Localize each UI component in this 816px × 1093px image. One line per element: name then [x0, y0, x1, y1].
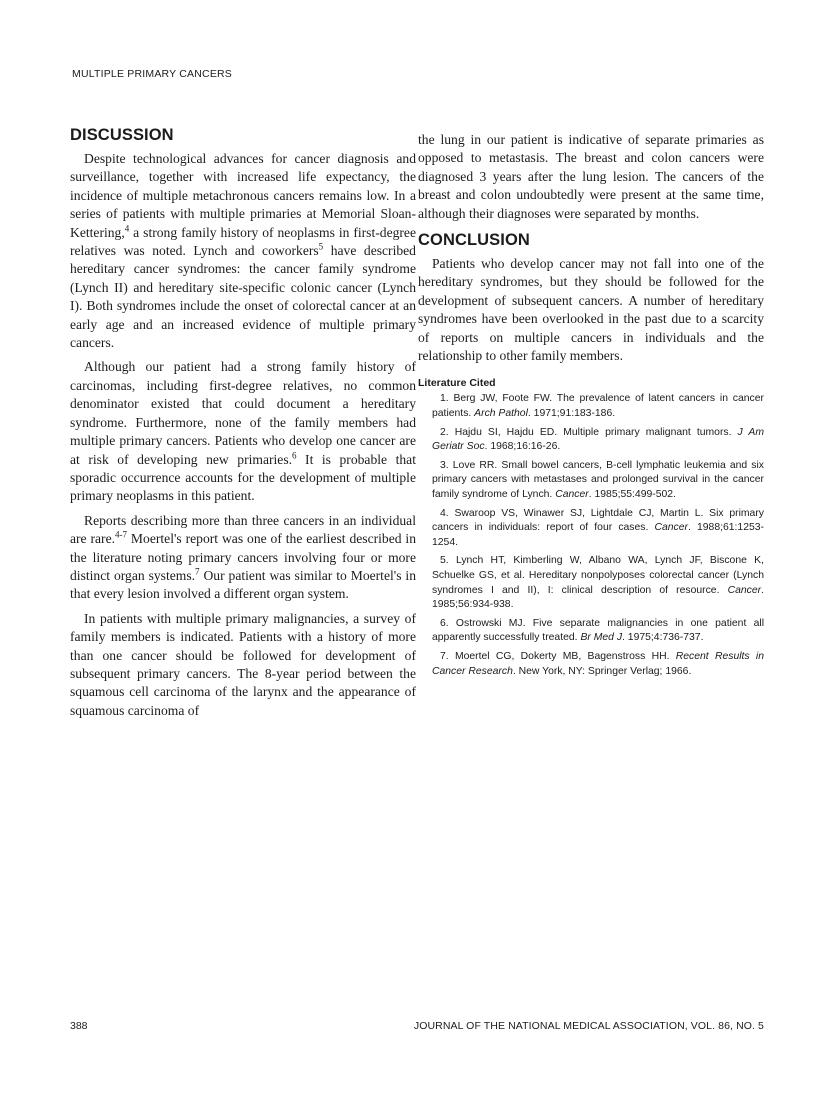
text-run: . 1971;91:183-186.: [527, 408, 616, 420]
reference-item: [418, 554, 764, 612]
citation-superscript: 6: [292, 449, 297, 460]
discussion-paragraph-1: [70, 150, 416, 352]
reference-item: [418, 650, 764, 679]
journal-title: Br Med J: [580, 632, 623, 644]
text-run: Despite technological advances for cancer diagnosis and surveillance, together with increased life expectancy, the incidence of multiple metachronous cancers remains low. In a series of patients with multiple primaries at Memorial Sloan-Kettering,: [70, 151, 416, 240]
journal-title: Cancer: [555, 489, 589, 501]
literature-cited: [418, 377, 764, 679]
text-run: . 1985;56:934-938.: [432, 584, 764, 611]
text-run: Our patient was similar to Moertel's in that every lesion involved a different organ system.: [70, 567, 416, 602]
citation-superscript: 5: [318, 241, 324, 252]
text-run: a strong family history of neoplasms in first-degree relatives was noted. Lynch and coworkers: [70, 224, 416, 259]
discussion-paragraph-3: [70, 512, 416, 604]
text-run: . 1975;4:736-737.: [622, 632, 704, 644]
text-run: It is probable that sporadic occurrence accounts for the development of multiple primary neoplasms in this patient.: [70, 451, 416, 504]
text-run: Although our patient had a strong family history of carcinomas, including first-degree relatives, no common denominator existed that could document a hereditary syndrome. Furthermore, none of the family members had multiple primary cancers. Patients who develop one cancer are at risk of developing new primaries.: [70, 359, 416, 467]
journal-title: Recent Results in Cancer Research: [432, 650, 764, 677]
citation-superscript: 4: [124, 223, 130, 234]
discussion-paragraph-4: In patients with multiple primary malignancies, a survey of family members is indicated. Patients with a history of more than one cancer should be followed for development of subsequent primary cancers. The 8-year period between the squamous cell carcinoma of the larynx and the appearance of squamous carcinoma of: [70, 610, 416, 718]
page-number: 388: [70, 1020, 88, 1032]
journal-title: Cancer: [727, 584, 762, 596]
discussion-heading: DISCUSSION: [70, 126, 174, 144]
text-run: have described hereditary cancer syndromes: the cancer family syndrome (Lynch II) and hereditary site-specific colonic cancer (Lynch I). Both syndromes include the onset of colorectal cancer at an early age and an increased evidence of multiple primary cancers.: [70, 243, 416, 351]
conclusion-paragraph: Patients who develop cancer may not fall into one of the hereditary syndromes, but they should be followed for the development of subsequent cancers. A number of hereditary syndromes have been overlooked in the past due to a scarcity of reports on multiple cancers in individuals and the relationship to other family members.: [418, 256, 764, 364]
journal-title: Arch Pathol: [474, 408, 528, 420]
text-run: 1. Berg JW, Foote FW. The prevalence of latent cancers in cancer patients.: [432, 393, 764, 420]
journal-title: J Am Geriatr Soc: [432, 426, 764, 453]
text-run: 2. Hajdu SI, Hajdu ED. Multiple primary malignant tumors.: [440, 426, 738, 438]
text-run: 4. Swaroop VS, Winawer SJ, Lightdale CJ, Martin L. Six primary cancers in individuals: report of four cases.: [432, 507, 764, 534]
left-column: [70, 126, 416, 726]
text-run: 7. Moertel CG, Dokerty MB, Bagenstross HH.: [440, 650, 676, 662]
reference-item: [418, 392, 764, 421]
text-run: . 1968;16:16-26.: [484, 441, 561, 453]
reference-item: [418, 507, 764, 551]
citation-superscript: 7: [195, 566, 200, 577]
running-head: MULTIPLE PRIMARY CANCERS: [72, 68, 233, 80]
reference-item: [418, 426, 764, 455]
text-run: 6. Ostrowski MJ. Five separate malignancies in one patient all apparently successfully treated.: [432, 617, 764, 644]
text-run: 3. Love RR. Small bowel cancers, B-cell lymphatic leukemia and six primary cancers with metastases and prolonged survival in the cancer family syndrome of Lynch.: [432, 459, 764, 501]
literature-heading: Literature Cited: [418, 377, 496, 390]
discussion-paragraph-2: [70, 358, 416, 505]
journal-footer: JOURNAL OF THE NATIONAL MEDICAL ASSOCIATION, VOL. 86, NO. 5: [413, 1020, 764, 1032]
conclusion-heading: CONCLUSION: [418, 231, 530, 250]
text-run: . 1988;61:1253-1254.: [432, 522, 764, 548]
text-run: 5. Lynch HT, Kimberling W, Albano WA, Lynch JF, Biscone K, Schuelke GS, et al. Hereditary nonpolyposes colorectal cancer (Lynch syndromes I and II), I: clinical description of resource.: [432, 555, 764, 596]
journal-title: Cancer: [654, 522, 688, 534]
text-run: . New York, NY: Springer Verlag; 1966.: [512, 665, 692, 677]
reference-item: [418, 459, 764, 503]
text-run: . 1985;55:499-502.: [588, 489, 676, 501]
text-run: Reports describing more than three cancers in an individual are rare.: [70, 512, 416, 547]
right-column: [418, 131, 764, 683]
text-run: Moertel's report was one of the earliest described in the literature noting primary cancers involving four or more distinct organ systems.: [70, 531, 417, 583]
reference-item: [418, 617, 764, 646]
discussion-paragraph-4-continued: the lung in our patient is indicative of separate primaries as opposed to metastasis. The breast and colon cancers were diagnosed 3 years after the lung lesion. The cancers of the breast and colon undoubtedly were present at the same time, although their diagnoses were separated by months.: [418, 132, 764, 221]
citation-superscript: 4-7: [115, 529, 128, 540]
